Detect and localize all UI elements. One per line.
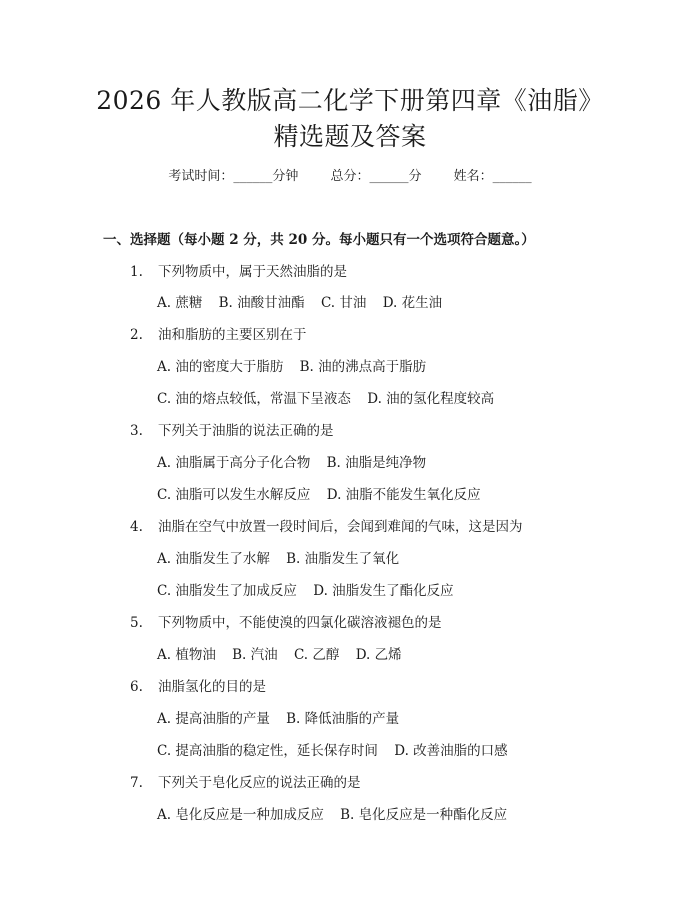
question-2-options-row2 [157, 389, 494, 409]
option-d: D. 改善油脂的口感 [394, 743, 508, 759]
option-c: C. 提高油脂的稳定性，延长保存时间 [157, 743, 378, 759]
option-a: A. 皂化反应是一种加成反应 [157, 807, 324, 823]
question-text: 油和脂肪的主要区别在于 [158, 327, 307, 343]
exam-title-line2: 精选题及答案 [273, 122, 427, 151]
option-d: D. 油脂发生了酯化反应 [313, 583, 454, 599]
exam-meta [0, 168, 700, 186]
exam-time-field: 考试时间：______分钟 [168, 169, 299, 184]
option-b: B. 油脂是纯净物 [326, 455, 427, 471]
option-a: A. 油脂发生了水解 [157, 551, 270, 567]
question-2-options-row1 [157, 357, 426, 377]
question-text: 油脂氢化的目的是 [158, 679, 266, 695]
question-7 [130, 773, 361, 793]
option-c: C. 油脂发生了加成反应 [157, 583, 297, 599]
option-b: B. 油脂发生了氧化 [286, 551, 400, 567]
section-heading-choice: 一、选择题（每小题 2 分，共 20 分。每小题只有一个选项符合题意。） [103, 232, 535, 248]
exam-title-line1: 2026 年人教版高二化学下册第四章《油脂》 [96, 86, 604, 115]
option-b: B. 油酸甘油酯 [218, 295, 305, 311]
option-a: A. 蔗糖 [157, 295, 203, 311]
question-number: 3. [130, 423, 143, 439]
question-text: 下列关于皂化反应的说法正确的是 [158, 775, 361, 791]
question-5-options [157, 645, 402, 665]
question-6-options-row2 [157, 741, 508, 761]
option-a: A. 油的密度大于脂肪 [157, 359, 284, 375]
option-a: A. 提高油脂的产量 [157, 711, 270, 727]
question-3-options-row2 [157, 485, 481, 505]
question-4 [130, 517, 523, 537]
option-d: D. 乙烯 [355, 647, 402, 663]
question-number: 6. [130, 679, 143, 695]
question-4-options-row1 [157, 549, 399, 569]
question-text: 油脂在空气中放置一段时间后，会闻到难闻的气味，这是因为 [158, 519, 523, 535]
question-1-options [157, 293, 442, 313]
option-c: C. 甘油 [320, 295, 367, 311]
option-b: B. 汽油 [232, 647, 278, 663]
question-4-options-row2 [157, 581, 454, 601]
question-text: 下列物质中，不能使溴的四氯化碳溶液褪色的是 [158, 615, 442, 631]
option-c: C. 油的熔点较低，常温下呈液态 [157, 391, 351, 407]
question-6-options-row1 [157, 709, 399, 729]
option-d: D. 油的氢化程度较高 [367, 391, 495, 407]
question-3 [130, 421, 334, 441]
option-a: A. 油脂属于高分子化合物 [157, 455, 311, 471]
question-7-options-row1 [157, 805, 507, 825]
question-number: 7. [130, 775, 143, 791]
question-2 [130, 325, 307, 345]
question-number: 5. [130, 615, 143, 631]
question-number: 1. [130, 264, 143, 280]
question-3-options-row1 [157, 453, 426, 473]
total-score-field: 总分：______分 [330, 169, 422, 184]
question-text: 下列关于油脂的说法正确的是 [158, 423, 334, 439]
question-text: 下列物质中，属于天然油脂的是 [158, 264, 347, 280]
option-b: B. 皂化反应是一种酯化反应 [340, 807, 508, 823]
option-c: C. 乙醇 [293, 647, 340, 663]
student-name-field: 姓名：______ [453, 169, 532, 184]
option-b: B. 油的沸点高于脂肪 [299, 359, 427, 375]
question-6 [130, 677, 266, 697]
option-d: D. 花生油 [382, 295, 443, 311]
option-a: A. 植物油 [157, 647, 216, 663]
option-c: C. 油脂可以发生水解反应 [157, 487, 311, 503]
question-5 [130, 613, 442, 633]
question-number: 4. [130, 519, 143, 535]
question-number: 2. [130, 327, 143, 343]
option-d: D. 油脂不能发生氧化反应 [326, 487, 481, 503]
question-1 [130, 262, 347, 282]
option-b: B. 降低油脂的产量 [286, 711, 400, 727]
